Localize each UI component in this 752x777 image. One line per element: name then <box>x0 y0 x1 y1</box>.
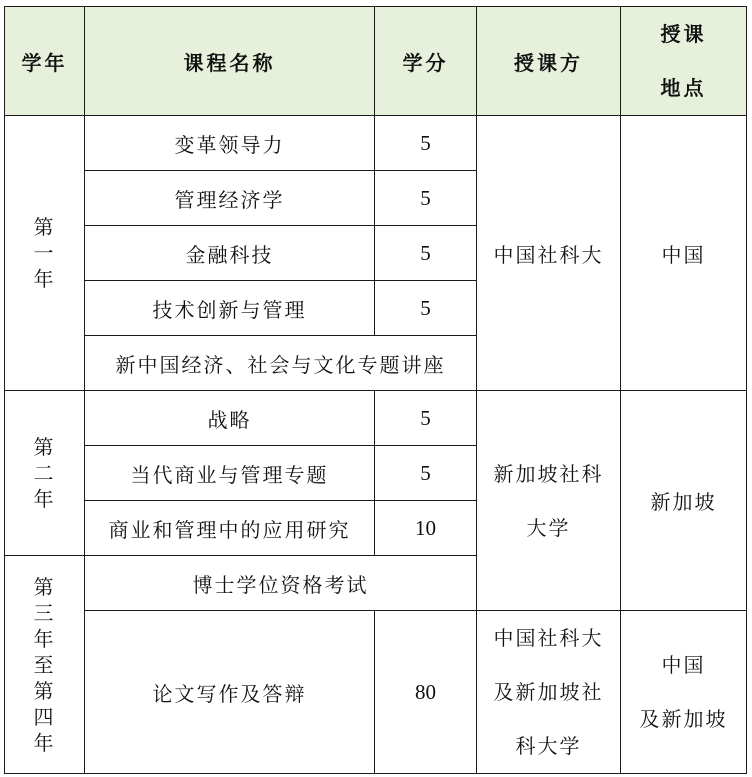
credit-cell: 10 <box>375 501 477 556</box>
location-cell-2: 新加坡 <box>621 391 747 611</box>
credit-cell: 5 <box>375 171 477 226</box>
credit-cell: 5 <box>375 226 477 281</box>
header-row <box>5 7 747 116</box>
course-cell: 战略 <box>85 391 375 446</box>
location-cell-1: 中国 <box>621 116 747 391</box>
header-year: 学年 <box>5 7 85 116</box>
course-cell: 变革领导力 <box>85 116 375 171</box>
course-cell: 技术创新与管理 <box>85 281 375 336</box>
credit-cell: 80 <box>375 611 477 774</box>
header-credit: 学分 <box>375 7 477 116</box>
table-row <box>5 391 747 446</box>
course-cell-wide: 博士学位资格考试 <box>85 556 477 611</box>
course-cell: 论文写作及答辩 <box>85 611 375 774</box>
table-row <box>5 611 747 774</box>
year-cell-3: 第 三 年 至 第 四 年 <box>5 556 85 774</box>
course-cell-wide: 新中国经济、社会与文化专题讲座 <box>85 336 477 391</box>
table-row <box>5 116 747 171</box>
header-provider: 授课方 <box>477 7 621 116</box>
year-cell-1: 第 一 年 <box>5 116 85 391</box>
credit-cell: 5 <box>375 391 477 446</box>
course-cell: 管理经济学 <box>85 171 375 226</box>
course-cell: 金融科技 <box>85 226 375 281</box>
credit-cell: 5 <box>375 281 477 336</box>
location-cell-3: 中国 及新加坡 <box>621 611 747 774</box>
course-cell: 商业和管理中的应用研究 <box>85 501 375 556</box>
provider-cell-2: 新加坡社科 大学 <box>477 391 621 611</box>
program-schedule-table <box>4 6 747 774</box>
year-cell-2: 第 二 年 <box>5 391 85 556</box>
provider-cell-1: 中国社科大 <box>477 116 621 391</box>
provider-cell-3: 中国社科大 及新加坡社 科大学 <box>477 611 621 774</box>
header-course: 课程名称 <box>85 7 375 116</box>
header-location: 授课 地点 <box>621 7 747 116</box>
credit-cell: 5 <box>375 446 477 501</box>
credit-cell: 5 <box>375 116 477 171</box>
course-cell: 当代商业与管理专题 <box>85 446 375 501</box>
